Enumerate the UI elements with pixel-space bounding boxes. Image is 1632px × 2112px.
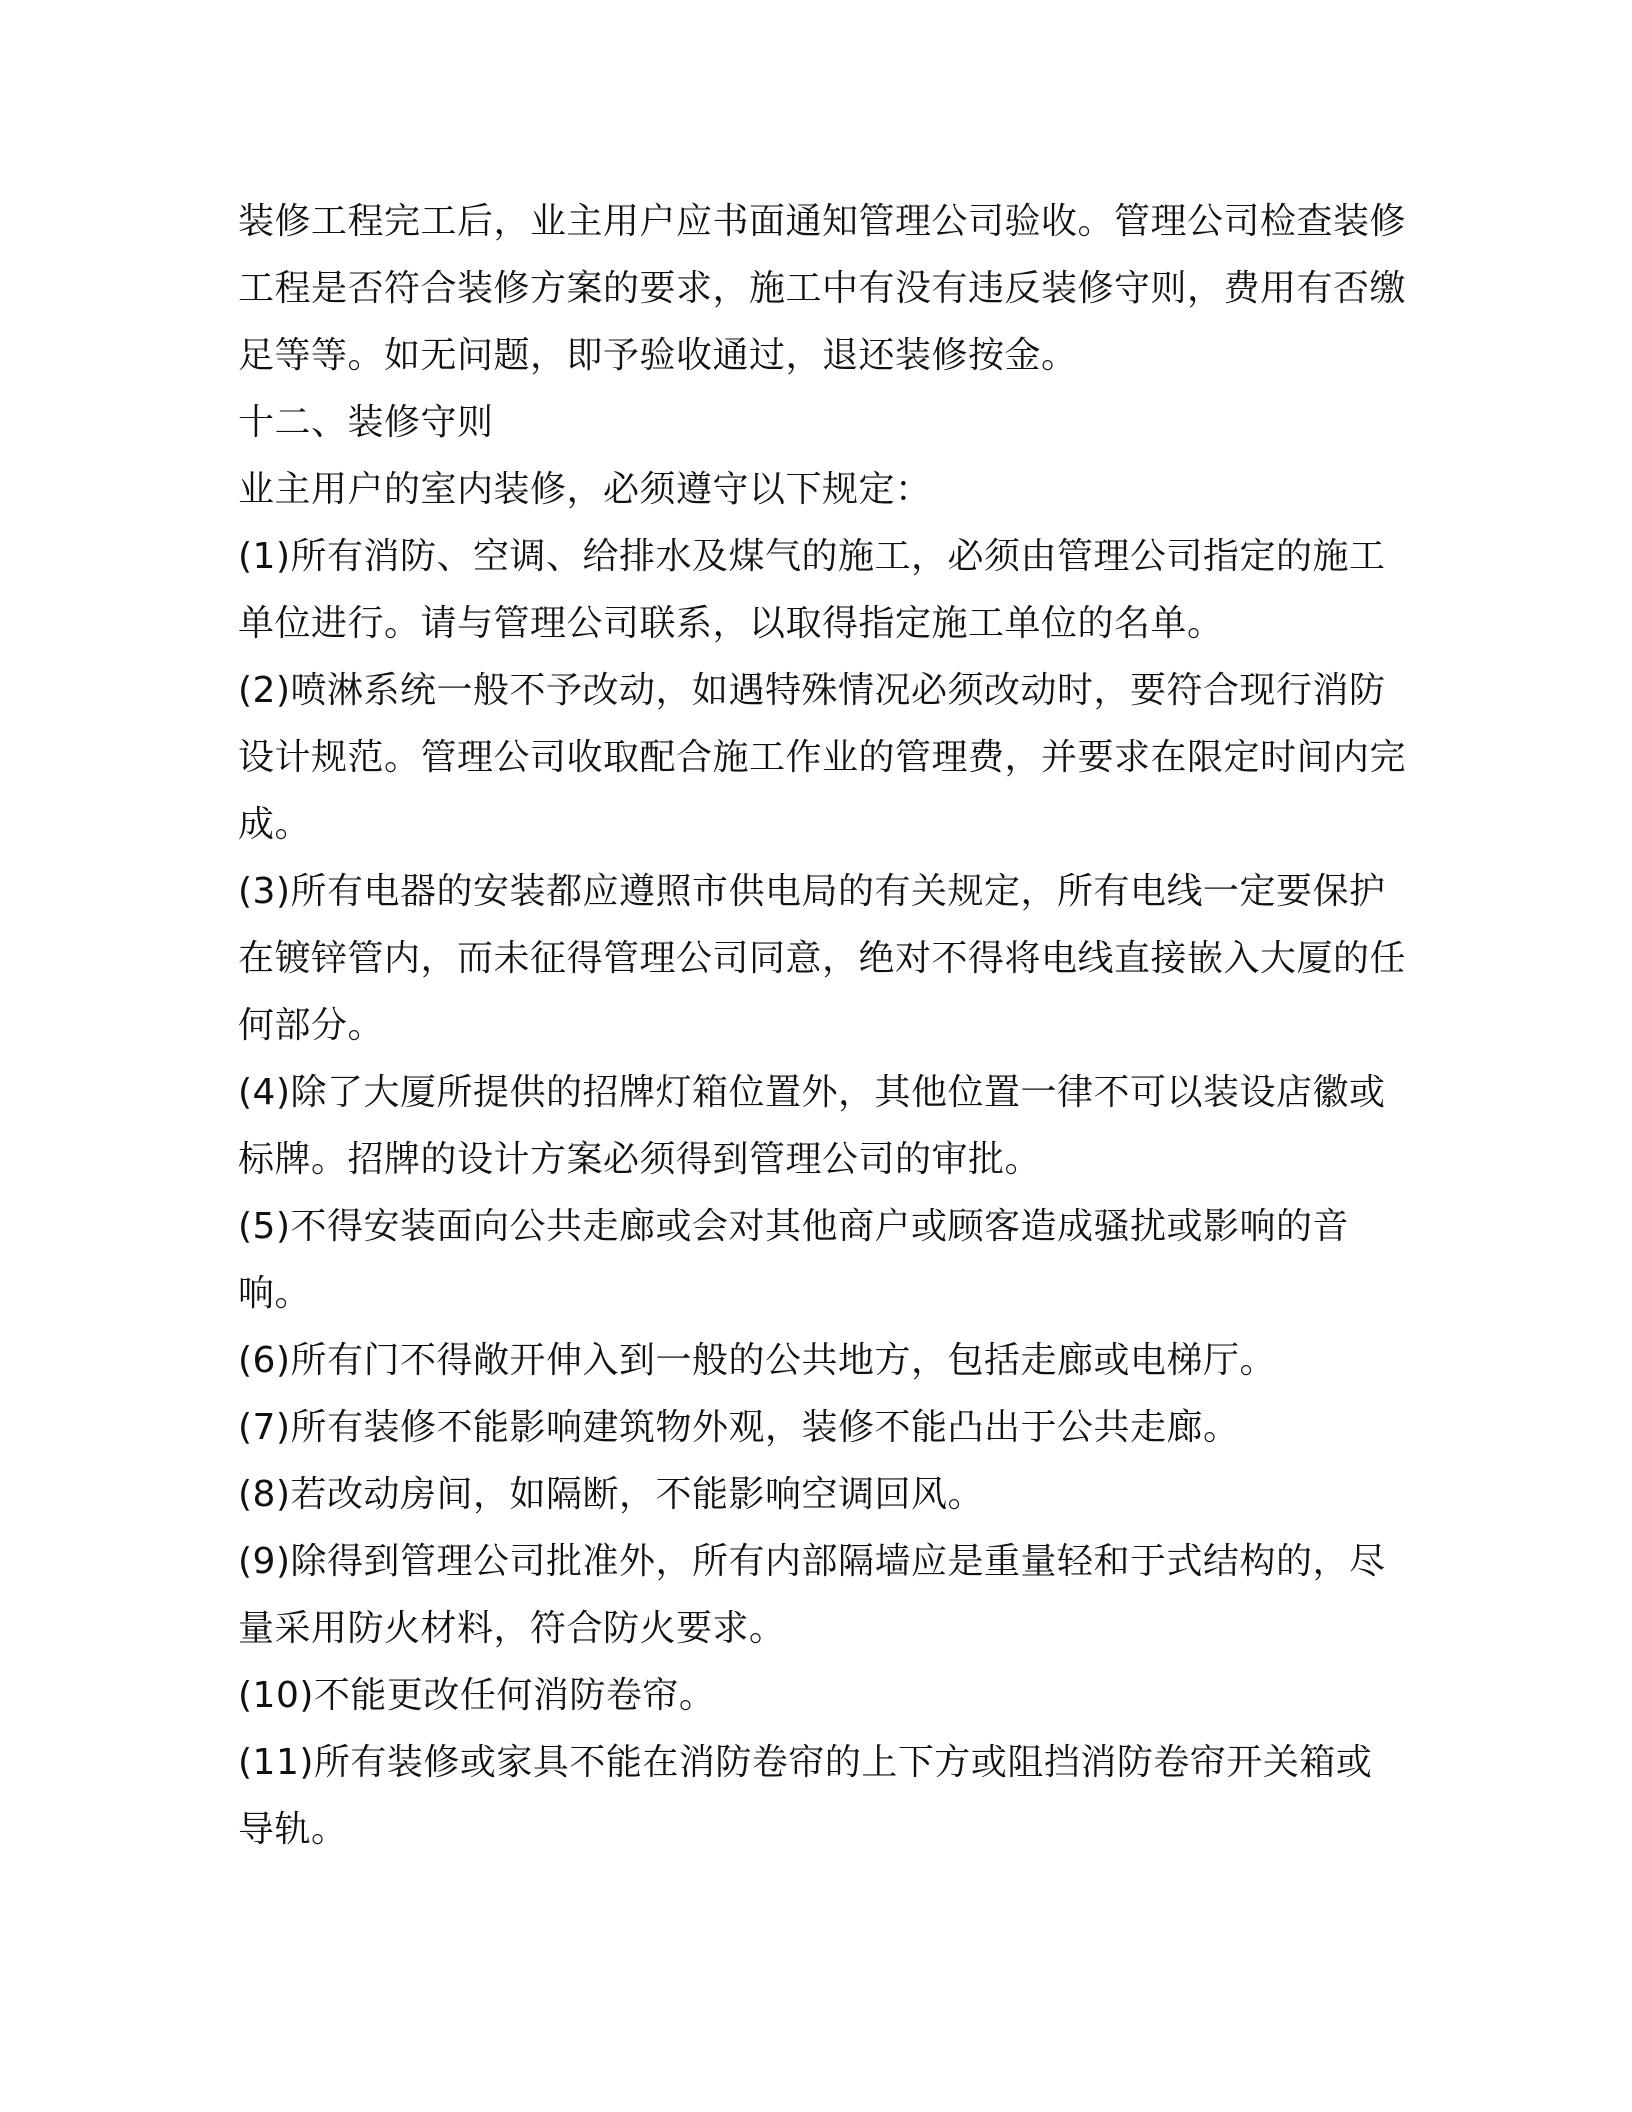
rule-item-9: (9)除得到管理公司批准外，所有内部隔墙应是重量轻和于式结构的，尽量采用防火材料，符合防火要求。 (238, 1541, 1386, 1649)
paragraph-acceptance: 装修工程完工后，业主用户应书面通知管理公司验收。管理公司检查装修工程是否符合装修方案的要求，施工中有没有违反装修守则，费用有否缴足等等。如无问题，即予验收通过，退还装修按金。 (238, 201, 1407, 376)
rule-item-6: (6)所有门不得敞开伸入到一般的公共地方，包括走廊或电梯厅。 (238, 1340, 1276, 1381)
rule-item-10: (10)不能更改任何消防卷帘。 (238, 1675, 716, 1716)
paragraph-rules-intro: 业主用户的室内装修，必须遵守以下规定： (238, 469, 932, 510)
rule-item-8: (8)若改动房间，如隔断，不能影响空调回风。 (238, 1474, 984, 1515)
document-body (238, 188, 1408, 1863)
rule-item-7: (7)所有装修不能影响建筑物外观，装修不能凸出于公共走廊。 (238, 1407, 1240, 1448)
rule-item-2: (2)喷淋系统一般不予改动，如遇特殊情况必须改动时，要符合现行消防设计规范。管理公司收取配合施工作业的管理费，并要求在限定时间内完成。 (238, 670, 1407, 845)
section-heading-renovation-rules: 十二、装修守则 (238, 402, 494, 443)
rule-item-1: (1)所有消防、空调、给排水及煤气的施工，必须由管理公司指定的施工单位进行。请与管理公司联系，以取得指定施工单位的名单。 (238, 536, 1386, 644)
rule-item-11: (11)所有装修或家具不能在消防卷帘的上下方或阻挡消防卷帘开关箱或导轨。 (238, 1742, 1373, 1850)
rule-item-4: (4)除了大厦所提供的招牌灯箱位置外，其他位置一律不可以装设店徽或标牌。招牌的设计方案必须得到管理公司的审批。 (238, 1072, 1386, 1180)
rule-item-5: (5)不得安装面向公共走廊或会对其他商户或顾客造成骚扰或影响的音响。 (238, 1206, 1349, 1314)
rule-item-3: (3)所有电器的安装都应遵照市供电局的有关规定，所有电线一定要保护在镀锌管内，而未征得管理公司同意，绝对不得将电线直接嵌入大厦的任何部分。 (238, 871, 1407, 1046)
